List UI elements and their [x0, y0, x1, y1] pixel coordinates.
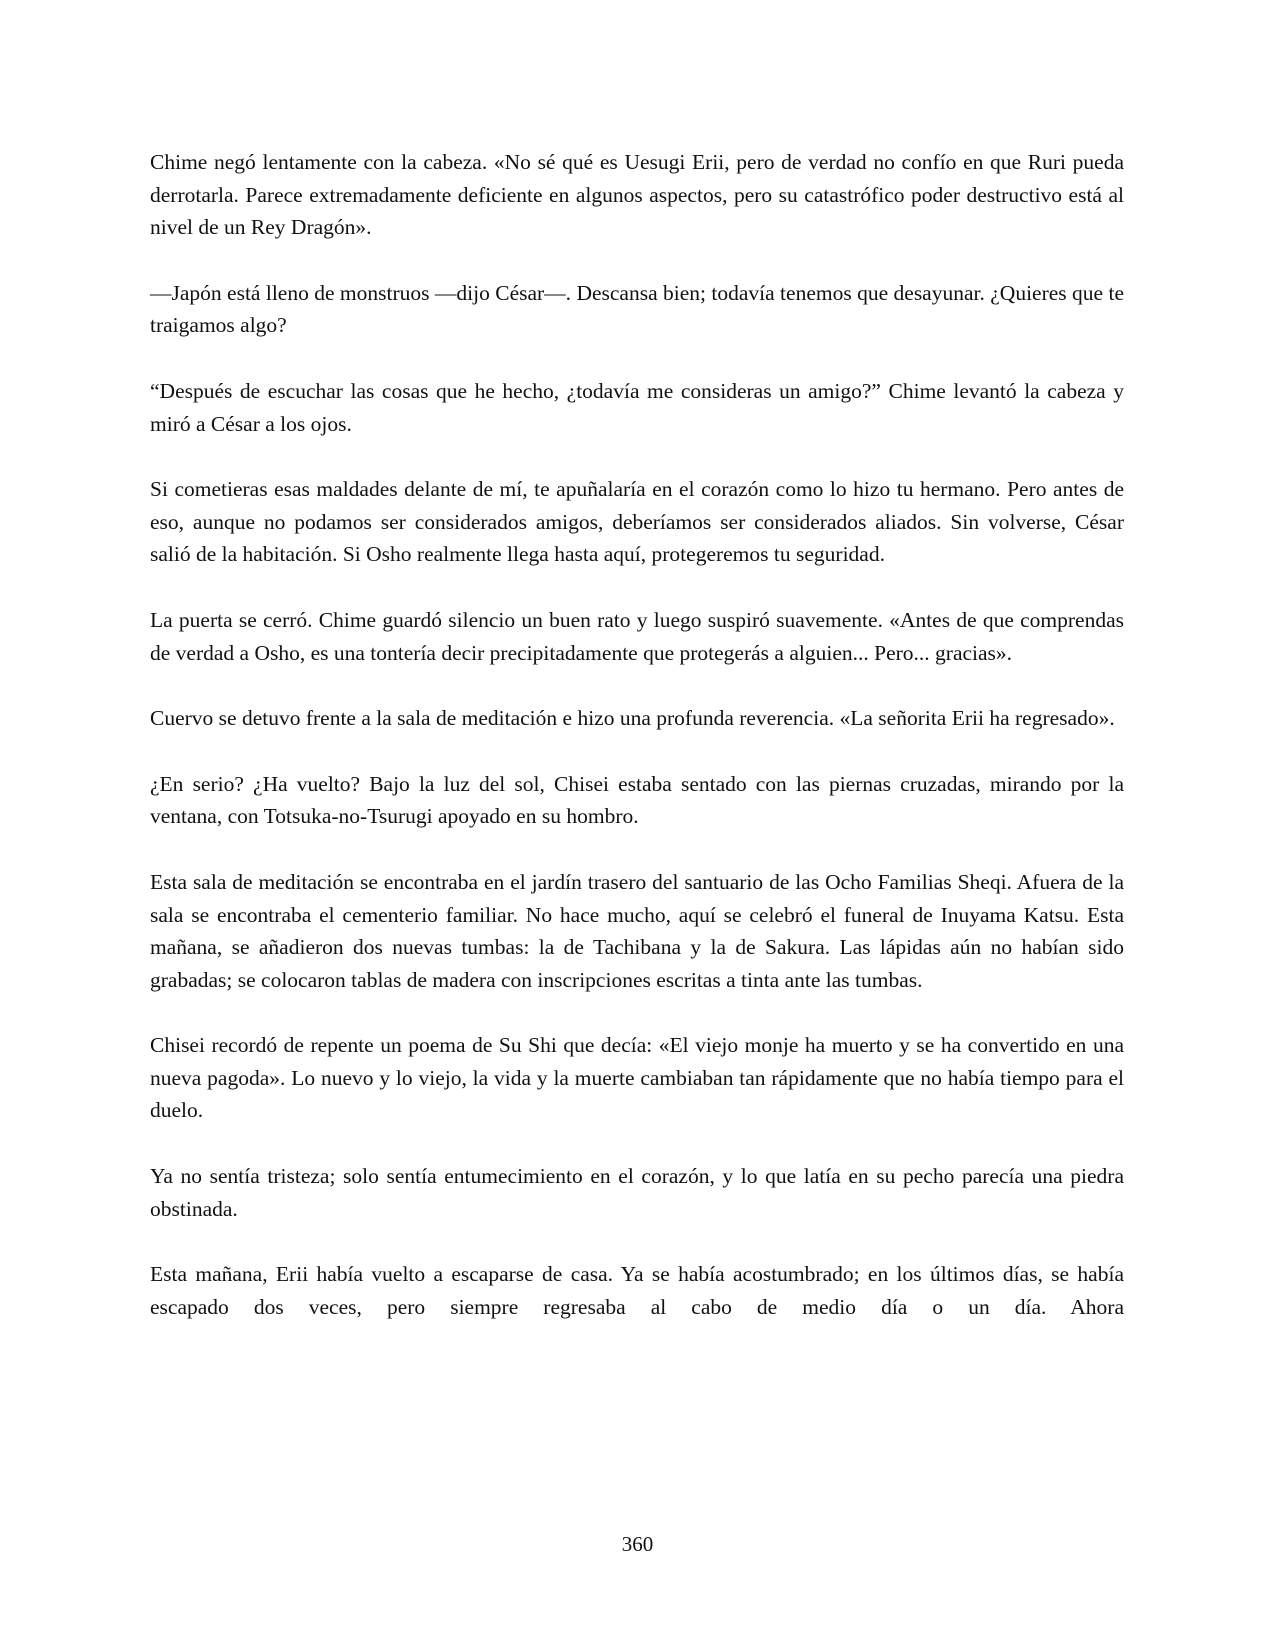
- paragraph: Esta mañana, Erii había vuelto a escaparse de casa. Ya se había acostumbrado; en los últimos días, se había escapado dos veces, pero siempre regresaba al cabo de medio día o un día. Ahora: [150, 1262, 1124, 1319]
- paragraph: ¿En serio? ¿Ha vuelto? Bajo la luz del sol, Chisei estaba sentado con las piernas cruzadas, mirando por la ventana, con Totsuka-no-Tsurugi apoyado en su hombro.: [150, 771, 1124, 829]
- text-body: [150, 146, 1124, 1323]
- paragraph: Chime negó lentamente con la cabeza. «No sé qué es Uesugi Erii, pero de verdad no confío en que Ruri pueda derrotarla. Parece extremadamente deficiente en algunos aspectos, pero su catastrófico poder destructivo está al nivel de un Rey Dragón».: [150, 150, 1124, 240]
- page-number: 360: [621, 1532, 654, 1556]
- paragraph: Esta sala de meditación se encontraba en el jardín trasero del santuario de las Ocho Familias Sheqi. Afuera de la sala se encontraba el cementerio familiar. No hace mucho, aquí se celebró el funeral de Inuyama Katsu. Esta mañana, se añadieron dos nuevas tumbas: la de Tachibana y la de Sakura. Las lápidas aún no habían sido grabadas; se colocaron tablas de madera con inscripciones escritas a tinta ante las tumbas.: [150, 869, 1124, 992]
- paragraph: La puerta se cerró. Chime guardó silencio un buen rato y luego suspiró suavemente. «Antes de que comprendas de verdad a Osho, es una tontería decir precipitadamente que protegerás a alguien... Pero... gracias».: [150, 607, 1124, 665]
- paragraph: Ya no sentía tristeza; solo sentía entumecimiento en el corazón, y lo que latía en su pecho parecía una piedra obstinada.: [150, 1164, 1124, 1221]
- paragraph: Si cometieras esas maldades delante de mí, te apuñalaría en el corazón como lo hizo tu hermano. Pero antes de eso, aunque no podamos ser considerados amigos, deberíamos ser considerados aliados. Sin volverse, César salió de la habitación. Si Osho realmente llega hasta aquí, protegeremos tu seguridad.: [150, 477, 1124, 567]
- paragraph: “Después de escuchar las cosas que he hecho, ¿todavía me consideras un amigo?” Chime levantó la cabeza y miró a César a los ojos.: [150, 378, 1124, 436]
- paragraph: Cuervo se detuvo frente a la sala de meditación e hizo una profunda reverencia. «La señorita Erii ha regresado».: [150, 706, 1115, 731]
- paragraph: Chisei recordó de repente un poema de Su Shi que decía: «El viejo monje ha muerto y se ha convertido en una nueva pagoda». Lo nuevo y lo viejo, la vida y la muerte cambiaban tan rápidamente que no había tiempo para el duelo.: [150, 1033, 1124, 1123]
- paragraph: —Japón está lleno de monstruos —dijo César—. Descansa bien; todavía tenemos que desayunar. ¿Quieres que te traigamos algo?: [150, 280, 1124, 338]
